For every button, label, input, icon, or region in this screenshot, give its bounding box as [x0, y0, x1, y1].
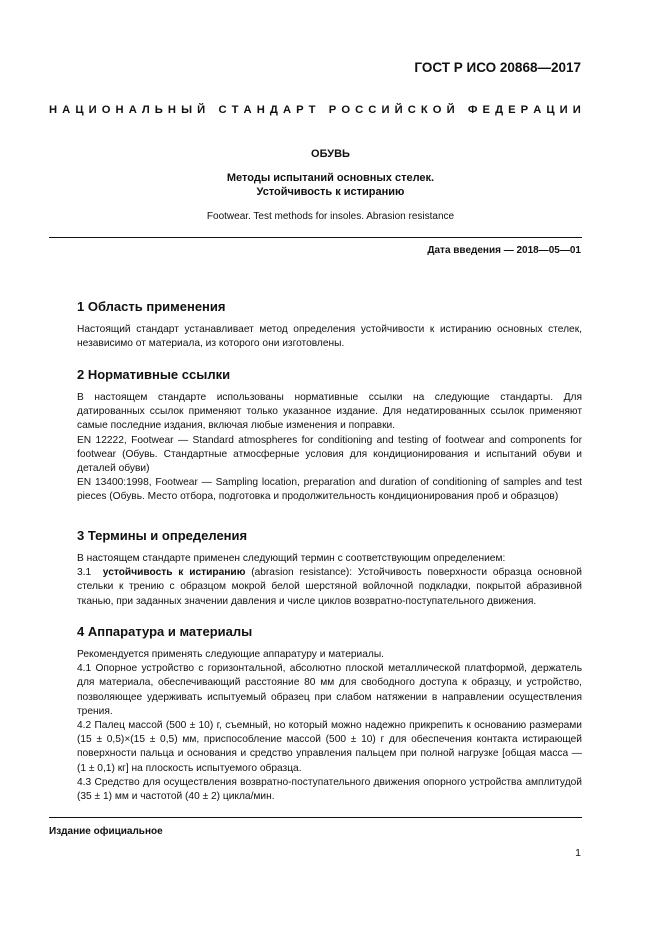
document-title: ОБУВЬ	[311, 148, 350, 160]
paragraph: Рекомендуется применять следующие аппаратуру и материалы.	[77, 649, 385, 660]
banner-letter: Р	[520, 104, 529, 116]
banner-letter: Т	[308, 104, 316, 116]
banner-letter: А	[243, 104, 252, 116]
banner-letter: А	[282, 104, 292, 116]
banner-letter: Р	[296, 104, 304, 116]
banner-letter: С	[355, 104, 364, 116]
section-1-body	[77, 323, 582, 351]
banner-letter: К	[420, 104, 428, 116]
term-name: устойчивость к истиранию	[102, 567, 246, 579]
banner-letter: И	[559, 104, 568, 116]
english-title: Footwear. Test methods for insoles. Abrasion resistance	[206, 211, 455, 222]
introduction-date: Дата введения — 2018—05—01	[427, 245, 581, 256]
document-subtitle-2: Устойчивость к истиранию	[256, 186, 405, 198]
clause-4-2: 4.2 Палец массой (500 ± 10) г, съемный, но который можно надежно прикрепить к основанию размерами (15 ± 0,5)×(15 ± 0,5) мм, приспособление массой (500 ± 10) г для обеспечения контакта истирающей поверхности пальца и основания и средство управления пальцем при полной нагрузке [общая масса — (1 ± 0,1) кг] на плоскость испытуемого образца.	[77, 720, 582, 774]
banner-letter: И	[88, 104, 97, 116]
banner-letter	[321, 104, 324, 116]
banner-letter: Ц	[75, 104, 84, 116]
paragraph: В настоящем стандарте использованы нормативные ссылки на следующие стандарты. Для датированных ссылок применяют только указанное издание. Для недатированных ссылок применяют самые последние издания, включая любые изменения и поправки.	[77, 392, 582, 432]
banner-letter: С	[218, 104, 227, 116]
banner-letter: Е	[508, 104, 516, 116]
section-4-body	[77, 648, 582, 804]
banner-letter: И	[381, 104, 390, 116]
banner-letter	[460, 104, 463, 116]
national-standard-banner	[49, 104, 581, 116]
document-code: ГОСТ Р ИСО 20868—2017	[414, 60, 581, 75]
top-divider	[49, 237, 582, 238]
banner-letter: Т	[231, 104, 239, 116]
banner-letter: Д	[495, 104, 504, 116]
banner-letter	[210, 104, 213, 116]
banner-letter: А	[128, 104, 137, 116]
banner-letter: С	[368, 104, 377, 116]
banner-letter: Е	[482, 104, 490, 116]
section-3-heading: 3 Термины и определения	[77, 528, 248, 543]
banner-letter: Ц	[546, 104, 555, 116]
banner-letter: С	[407, 104, 416, 116]
banner-letter: Й	[197, 104, 206, 116]
official-edition-label: Издание официальное	[49, 826, 163, 837]
reference-en-12222: EN 12222, Footwear — Standard atmospheres for conditioning and testing of footwear and components for footwear (Обувь. Стандартные атмосферные условия для кондиционирования и испытаний обуви и деталей обуви)	[77, 434, 582, 475]
paragraph: Настоящий стандарт устанавливает метод определения устойчивости к истиранию основных стелек, независимо от материала, из которого они изготовлены.	[77, 324, 582, 350]
term-definition	[77, 566, 582, 609]
section-1-heading: 1 Область применения	[77, 299, 226, 314]
banner-letter: О	[341, 104, 351, 116]
section-2-heading: 2 Нормативные ссылки	[77, 367, 231, 382]
banner-letter: Н	[167, 104, 177, 116]
banner-letter: Н	[256, 104, 265, 116]
banner-letter: Й	[446, 104, 455, 116]
clause-4-1: 4.1 Опорное устройство с горизонтальной, абсолютно плоской металлической платформой, держатель для материала, обеспечивающий расстояние 80 мм для свободного доступа к образцу, и устройство, позволяющее удерживать испытуемый образец при слабом натяжении в направлении осуществления трения.	[77, 663, 582, 717]
banner-letter: И	[572, 104, 581, 116]
banner-letter: Ы	[181, 104, 193, 116]
banner-letter: А	[533, 104, 542, 116]
bottom-divider	[49, 817, 582, 818]
page-number: 1	[575, 847, 581, 859]
section-3-body	[77, 552, 582, 609]
term-number: 3.1	[77, 567, 92, 579]
section-2-body	[77, 391, 582, 505]
section-4-heading: 4 Аппаратура и материалы	[77, 624, 253, 639]
banner-letter: Й	[394, 104, 403, 116]
banner-letter: Л	[141, 104, 150, 116]
banner-letter: Н	[115, 104, 124, 116]
term-text: (abrasion resistance): Устойчивость поверхности образца основной стельки к трению с образцом мокрой белой шерстяной войлочной подкладки, покрытой абразивной тканью, при заданных значении давления и числе циклов возвратно-поступательного движения.	[77, 567, 582, 607]
banner-letter: Ф	[467, 104, 478, 116]
reference-en-13400: EN 13400:1998, Footwear — Sampling location, preparation and duration of conditioning of samples and test pieces (Обувь. Место отбора, подготовка и продолжительность кондиционирования проб и образцов)	[77, 477, 582, 503]
banner-letter: Р	[328, 104, 337, 116]
banner-letter: О	[101, 104, 111, 116]
banner-letter: Д	[269, 104, 278, 116]
clause-4-3: 4.3 Средство для осуществления возвратно-поступательного движения опорного устройства амплитудой (35 ± 1) мм и частотой (40 ± 2) цикла/мин.	[77, 776, 582, 803]
banner-letter: О	[432, 104, 442, 116]
document-subtitle-1: Методы испытаний основных стелек.	[226, 172, 435, 184]
banner-letter: Ь	[154, 104, 163, 116]
banner-letter: Н	[49, 104, 58, 116]
banner-letter: А	[62, 104, 71, 116]
paragraph: В настоящем стандарте применен следующий термин с соответствующим определением:	[77, 553, 506, 564]
